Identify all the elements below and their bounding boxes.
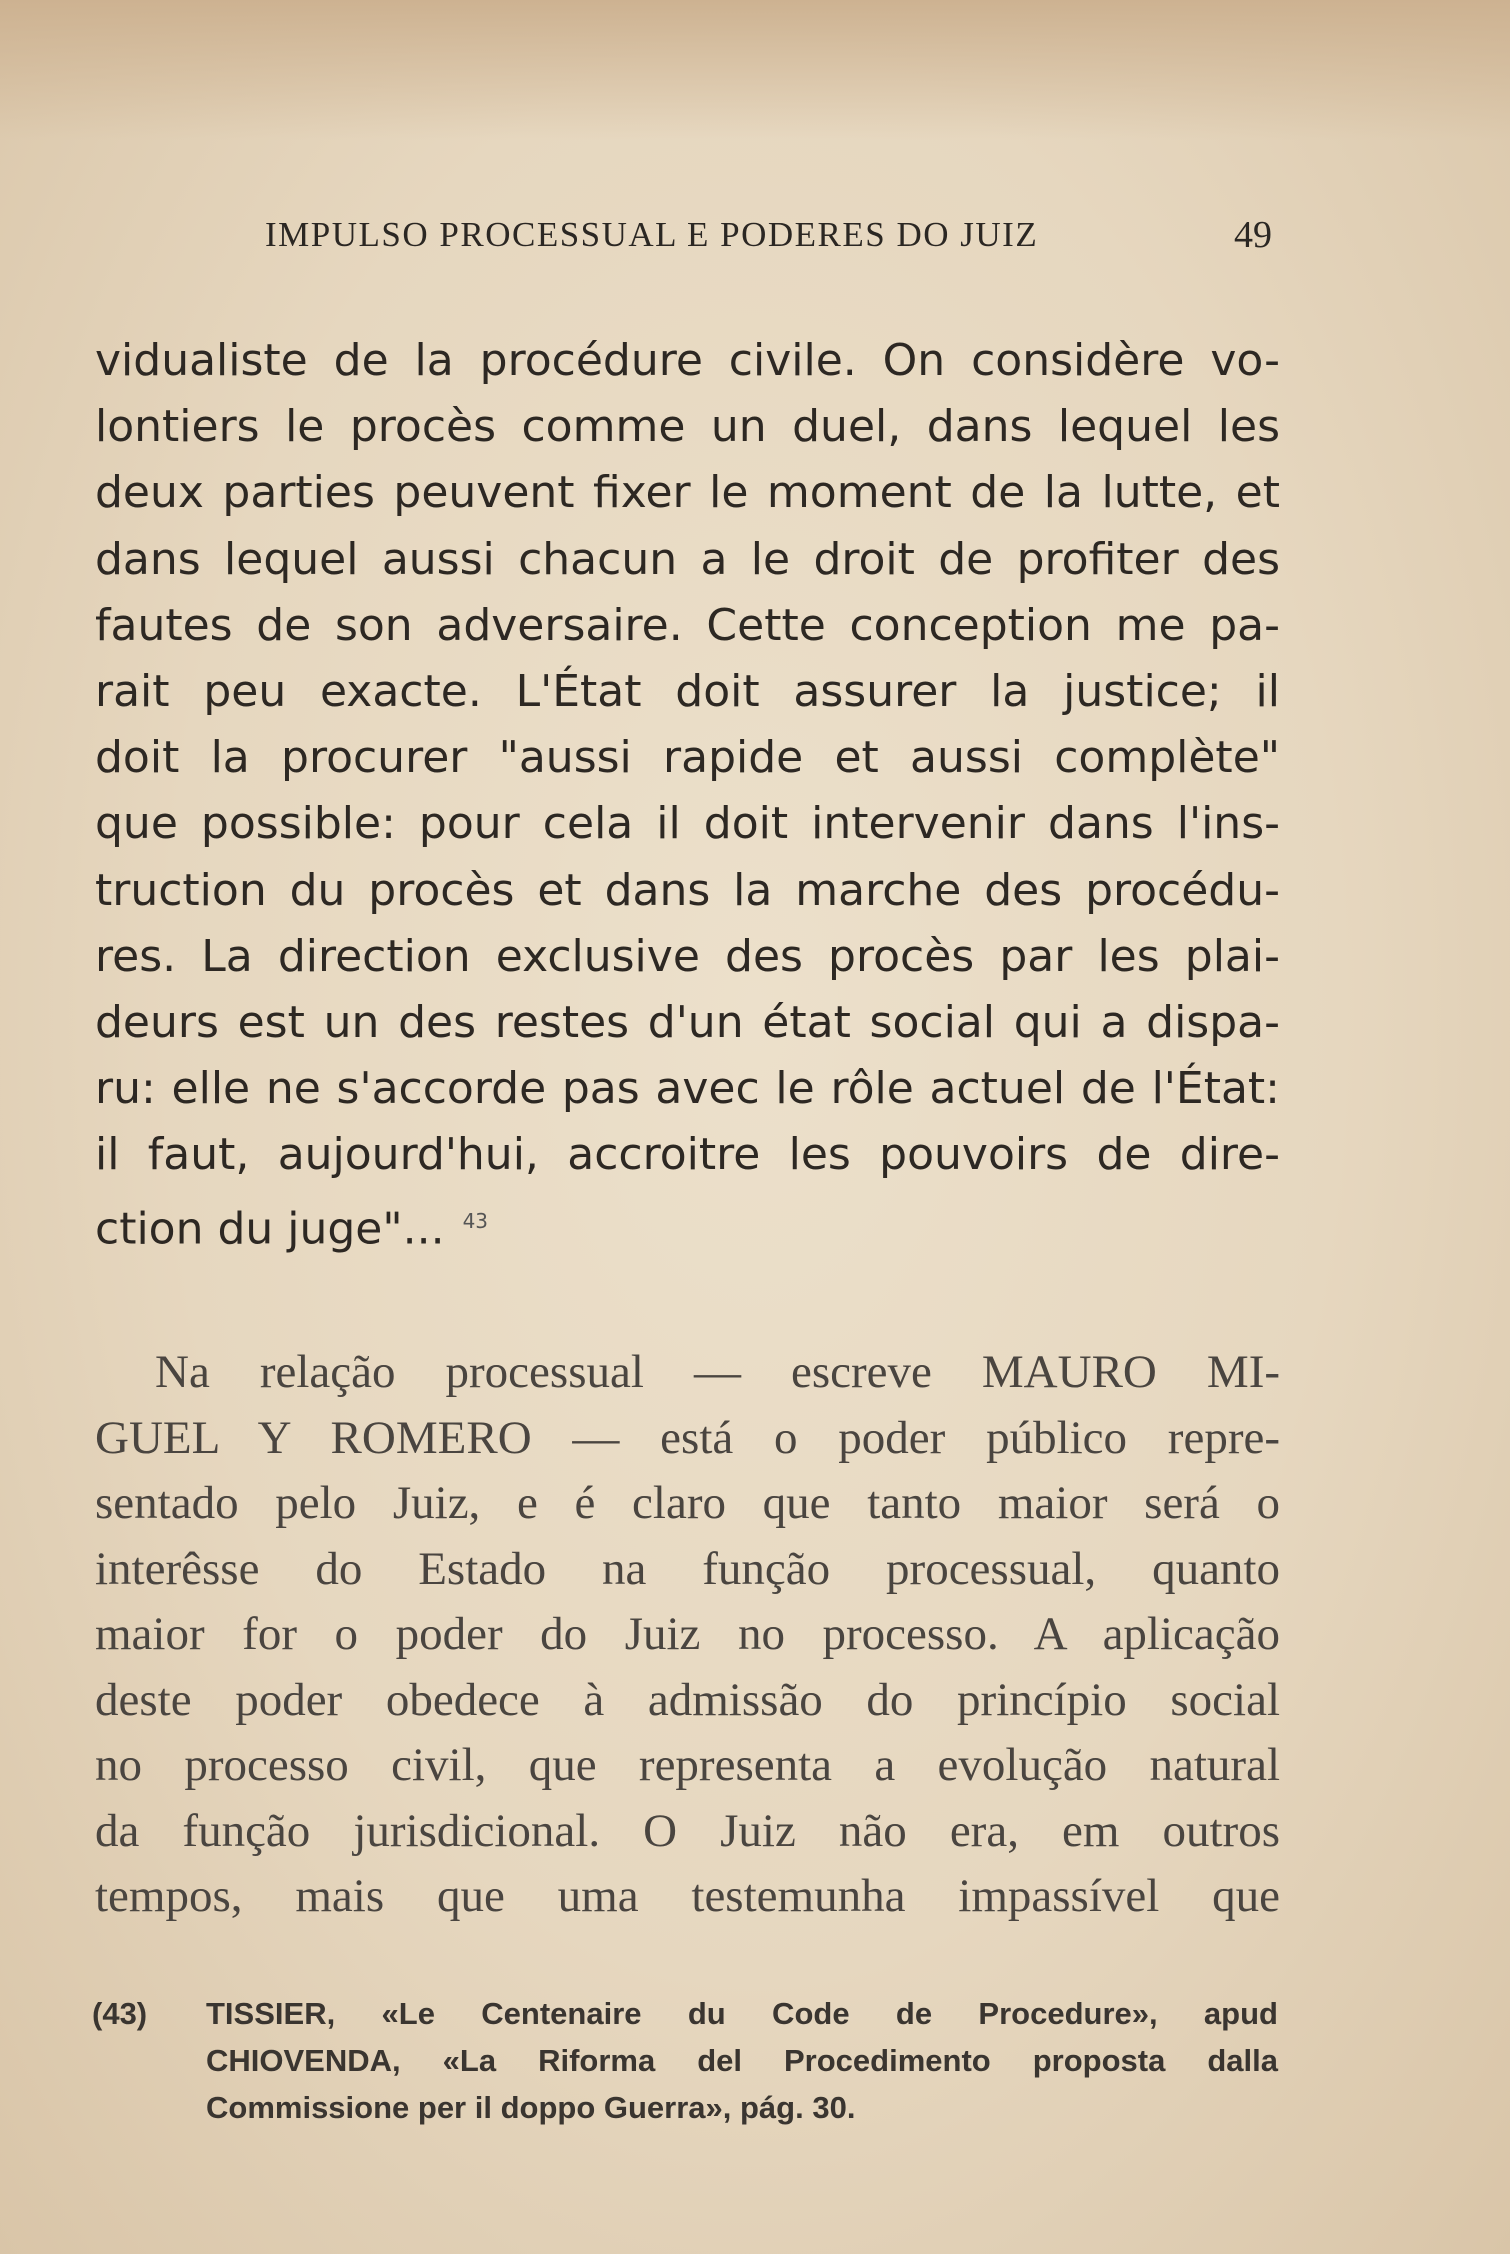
footnote-text: TISSIER, «Le Centenaire du Code de Procedure», apud xyxy=(206,1996,1278,2031)
text-line-content: ction du juge"... xyxy=(95,1204,445,1256)
footnote-number: (43) xyxy=(92,1996,148,2031)
text-line: doit la procurer "aussi rapide et aussi complète" xyxy=(95,732,1280,784)
text-line: truction du procès et dans la marche des procédu- xyxy=(95,864,1280,916)
text-line: maior for o poder do Juiz no processo. A aplicação xyxy=(95,1608,1280,1660)
running-header-title: IMPULSO PROCESSUAL E PODERES DO JUIZ xyxy=(265,215,1039,254)
footnote-line: CHIOVENDA, «La Riforma del Procedimento proposta dalla xyxy=(206,2043,1278,2078)
text-line: il faut, aujourd'hui, accroitre les pouvoirs de dire- xyxy=(95,1129,1280,1181)
text-line: rait peu exacte. L'État doit assurer la justice; il xyxy=(95,665,1280,717)
text-line: vidualiste de la procédure civile. On considère vo- xyxy=(95,335,1280,386)
text-line: no processo civil, que representa a evolução natural xyxy=(95,1739,1280,1791)
page-top-shading xyxy=(0,0,1510,140)
text-line: GUEL Y ROMERO — está o poder público repre- xyxy=(95,1411,1280,1464)
text-line: deste poder obedece à admissão do princípio social xyxy=(95,1673,1280,1726)
footnote xyxy=(92,1990,1278,2131)
page-number: 49 xyxy=(1234,214,1272,256)
text-line: res. La direction exclusive des procès par les plai- xyxy=(95,930,1280,982)
text-line: fautes de son adversaire. Cette conception me pa- xyxy=(95,599,1280,651)
footnote-line xyxy=(92,1990,1278,2037)
text-line-final xyxy=(95,1188,1280,1254)
text-line: sentado pelo Juiz, e é claro que tanto maior será o xyxy=(95,1477,1280,1529)
footnote-line: Commissione per il doppo Guerra», pág. 30. xyxy=(206,2090,856,2125)
text-line: deurs est un des restes d'un état social qui a dispa- xyxy=(95,996,1280,1048)
text-line: interêsse do Estado na função processual, quanto xyxy=(95,1542,1280,1595)
text-line: ru: elle ne s'accorde pas avec le rôle actuel de l'État: xyxy=(95,1063,1280,1115)
text-line: tempos, mais que uma testemunha impassível que xyxy=(95,1870,1280,1922)
footnote-reference: 43 xyxy=(462,1209,489,1234)
text-line: dans lequel aussi chacun a le droit de profiter des xyxy=(95,533,1280,585)
portuguese-paragraph xyxy=(95,1340,1280,1930)
text-line: que possible: pour cela il doit intervenir dans l'ins- xyxy=(95,798,1280,850)
text-line: Na relação processual — escreve MAURO MI- xyxy=(155,1346,1280,1398)
french-quotation xyxy=(95,328,1280,1255)
text-line: da função jurisdicional. O Juiz não era, em outros xyxy=(95,1804,1280,1857)
text-line: deux parties peuvent fixer le moment de la lutte, et xyxy=(95,467,1280,519)
text-line: lontiers le procès comme un duel, dans lequel les xyxy=(95,401,1280,453)
